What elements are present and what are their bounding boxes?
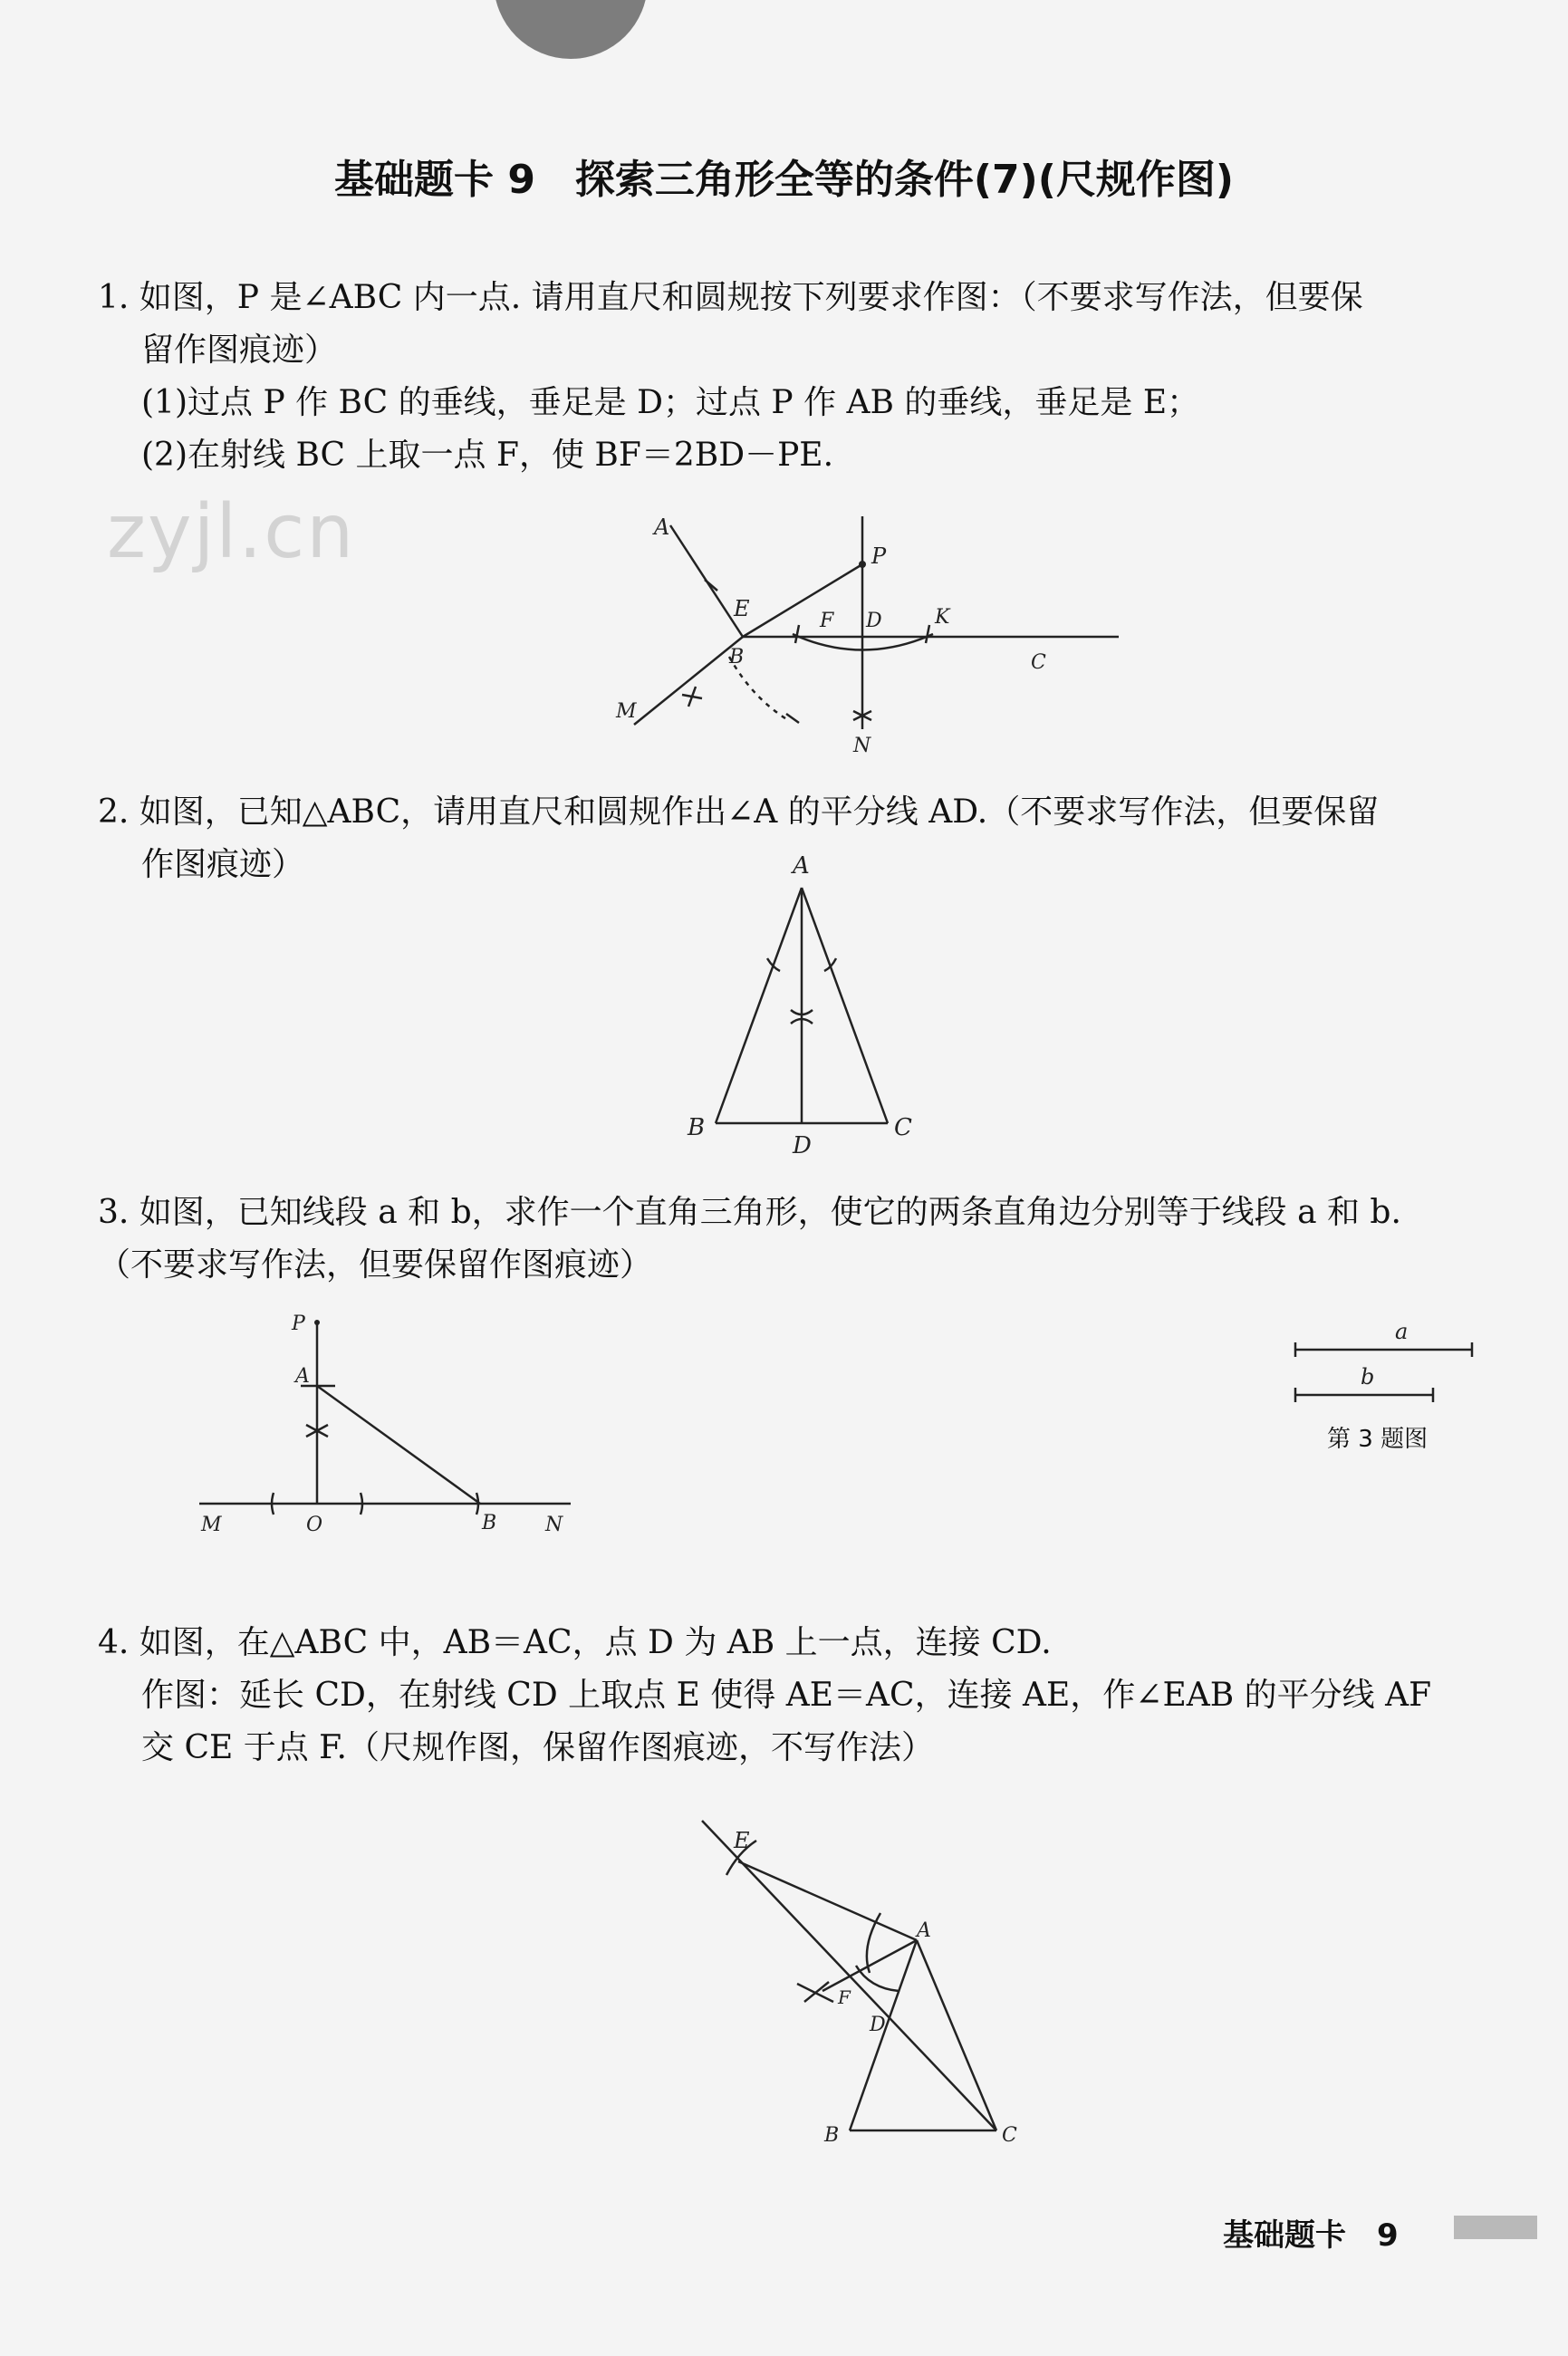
q4-line-2: 作图：延长 CD，在射线 CD 上取点 E 使得 AE＝AC，连接 AE，作∠EAB 的平分线 AF [141,1677,1432,1714]
q3-label-segment-b: b [1361,1364,1375,1390]
q2-label-b: B [688,1114,706,1141]
q1-label-c: C [1031,651,1046,674]
q1-label-b: B [729,646,745,668]
q1-figure [598,507,1159,770]
q3-line-2: （不要求写作法，但要保留作图痕迹） [98,1246,653,1284]
q1-line-2: 留作图痕迹） [141,332,338,369]
q1-label-a: A [654,514,670,540]
q4-line-1: 4. 如图，在△ABC 中，AB＝AC，点 D 为 AB 上一点，连接 CD. [98,1624,1052,1661]
q1-label-m: M [616,700,637,723]
q3-label-b: B [482,1512,497,1534]
q1-label-d: D [866,610,882,632]
q3-hypotenuse-ab [317,1386,480,1504]
q1-line-bm [634,637,743,725]
q3-label-n: N [545,1514,563,1536]
q1-point-p [859,561,866,568]
footer [1223,2210,1399,2255]
q3-label-m: M [201,1514,222,1536]
q3-label-a: A [295,1365,310,1388]
footer-bar-decoration [1454,2216,1537,2239]
q4-label-e: E [734,1828,750,1853]
question-4 [98,1617,1431,1774]
q3-line-1: 3. 如图，已知线段 a 和 b，求作一个直角三角形，使它的两条直角边分别等于线段 a 和 b. [98,1194,1401,1231]
q3-label-p: P [292,1313,305,1335]
q3-figure-caption: 第 3 题图 [1327,1426,1429,1453]
q1-arc-mark-8 [786,714,799,723]
q4-label-b: B [824,2124,840,2147]
q1-label-f: F [820,610,834,632]
q4-label-c: C [1002,2124,1017,2147]
q4-label-d: D [870,2014,886,2036]
q1-label-n: N [853,735,871,757]
footer-label: 基础题卡 [1223,2217,1346,2254]
q2-line-2: 作图痕迹） [141,846,305,883]
question-3 [98,1187,1401,1292]
q3-label-segment-a: a [1395,1319,1409,1344]
q3-given-segments [1286,1304,1486,1404]
question-1 [98,272,1363,482]
page-title: 基础题卡 9 探索三角形全等的条件(7)(尺规作图) [334,157,1234,203]
q4-label-a: A [917,1919,931,1942]
page-number: 9 [1377,2217,1399,2254]
q3-point-p [314,1320,320,1325]
q1-arc-mark-5 [795,625,799,643]
q1-label-p: P [871,543,887,569]
q3-label-o: O [306,1514,323,1536]
q4-side-ac [917,1940,996,2130]
q4-line-3: 交 CE 于点 F.（尺规作图，保留作图痕迹，不写作法） [141,1729,934,1766]
q2-label-c: C [894,1114,912,1141]
q2-label-a: A [793,852,810,880]
q1-label-k: K [935,606,950,629]
q2-line-1: 2. 如图，已知△ABC，请用直尺和圆规作出∠A 的平分线 AD.（不要求写作法，但要保留 [98,793,1380,831]
q1-line-4: (2)在射线 BC 上取一点 F，使 BF＝2BD－PE. [141,437,834,474]
q1-line-1: 1. 如图，P 是∠ABC 内一点. 请用直尺和圆规按下列要求作图：（不要求写作法，但要保 [98,279,1363,316]
q4-segment-ea [738,1861,917,1940]
watermark: zyjl.cn [107,489,356,575]
q2-figure [684,851,919,1159]
top-tab-decoration [494,0,648,59]
q3-figure [190,1303,589,1538]
q2-label-d: D [793,1132,812,1159]
q1-line-3: (1)过点 P 作 BC 的垂线，垂足是 D；过点 P 作 AB 的垂线，垂足是 E； [141,384,1200,421]
q4-figure [688,1812,1033,2174]
q1-arc-mark-6 [926,625,929,643]
q2-side-ac [802,888,888,1123]
q1-label-e: E [734,596,750,621]
q4-label-f: F [838,1986,851,2008]
q1-segment-bp [743,564,862,637]
q2-side-ab [716,888,802,1123]
